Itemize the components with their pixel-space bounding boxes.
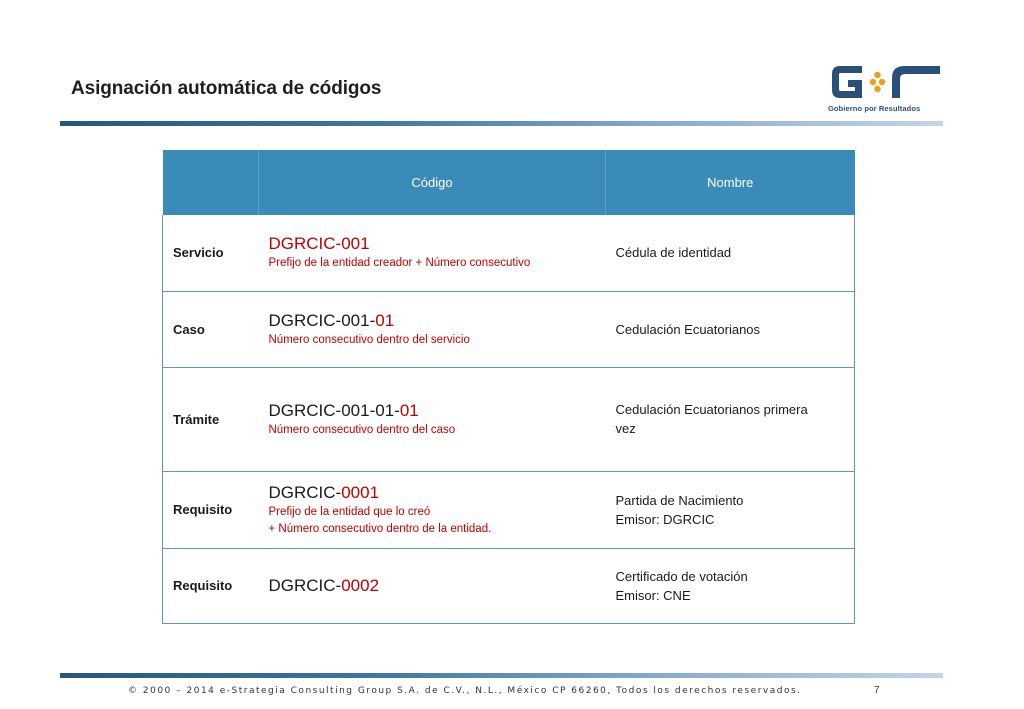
table-row <box>163 215 855 291</box>
code-description: Prefijo de la entidad que lo creó <box>268 505 431 518</box>
code-description: Número consecutivo dentro del caso <box>268 423 456 436</box>
name-line: Cedulación Ecuatorianos <box>615 321 761 337</box>
code-value: DGRCIC-0001 <box>268 482 380 502</box>
code-description: Prefijo de la entidad creador + Número consecutivo <box>268 257 531 270</box>
page-number: 7 <box>874 685 880 696</box>
code-cell <box>259 291 606 367</box>
table-row <box>163 471 855 548</box>
gxr-logo-icon <box>828 60 944 104</box>
header-blank <box>163 150 259 215</box>
header-codigo: Código <box>259 150 606 215</box>
top-divider <box>60 121 943 126</box>
row-label: Requisito <box>163 471 259 548</box>
name-line: Cédula de identidad <box>615 245 732 261</box>
gxr-logo <box>828 60 944 118</box>
row-label: Trámite <box>163 367 259 471</box>
header-nombre: Nombre <box>606 150 855 215</box>
codes-table <box>162 150 855 624</box>
row-label: Caso <box>163 291 259 367</box>
name-cell <box>606 291 855 367</box>
code-cell <box>259 548 606 623</box>
code-value: DGRCIC-0002 <box>268 575 380 595</box>
logo-subtitle: Gobierno por Resultados <box>828 104 921 113</box>
bottom-divider <box>60 673 943 678</box>
name-cell <box>606 367 855 471</box>
row-label: Requisito <box>163 548 259 623</box>
code-cell <box>259 367 606 471</box>
code-value: DGRCIC-001-01 <box>268 310 395 330</box>
code-cell <box>259 471 606 548</box>
row-label: Servicio <box>163 215 259 291</box>
name-line: vez <box>615 421 636 436</box>
name-line: Emisor: CNE <box>615 587 691 603</box>
code-value: DGRCIC-001 <box>268 234 370 254</box>
copyright-footer: © 2000 – 2014 e-Strategia Consulting Group S.A. de C.V., N.L., México CP 66260, Todos los derechos reservados. <box>128 686 802 696</box>
name-cell <box>606 215 855 291</box>
table-row <box>163 548 855 623</box>
name-cell <box>606 548 855 623</box>
name-line: Certificado de votación <box>615 568 748 584</box>
name-cell <box>606 471 855 548</box>
code-description: Número consecutivo dentro del servicio <box>268 333 470 346</box>
table-header-row <box>163 150 855 215</box>
code-value: DGRCIC-001-01-01 <box>268 400 419 420</box>
table-row <box>163 367 855 471</box>
name-line: Cedulación Ecuatorianos primera <box>615 402 808 417</box>
code-description: + Número consecutivo dentro de la entidad. <box>268 522 492 535</box>
slide-title: Asignación automática de códigos <box>71 78 382 99</box>
code-cell <box>259 215 606 291</box>
name-line: Emisor: DGRCIC <box>615 511 715 527</box>
name-line: Partida de Nacimiento <box>615 492 744 508</box>
table-row <box>163 291 855 367</box>
